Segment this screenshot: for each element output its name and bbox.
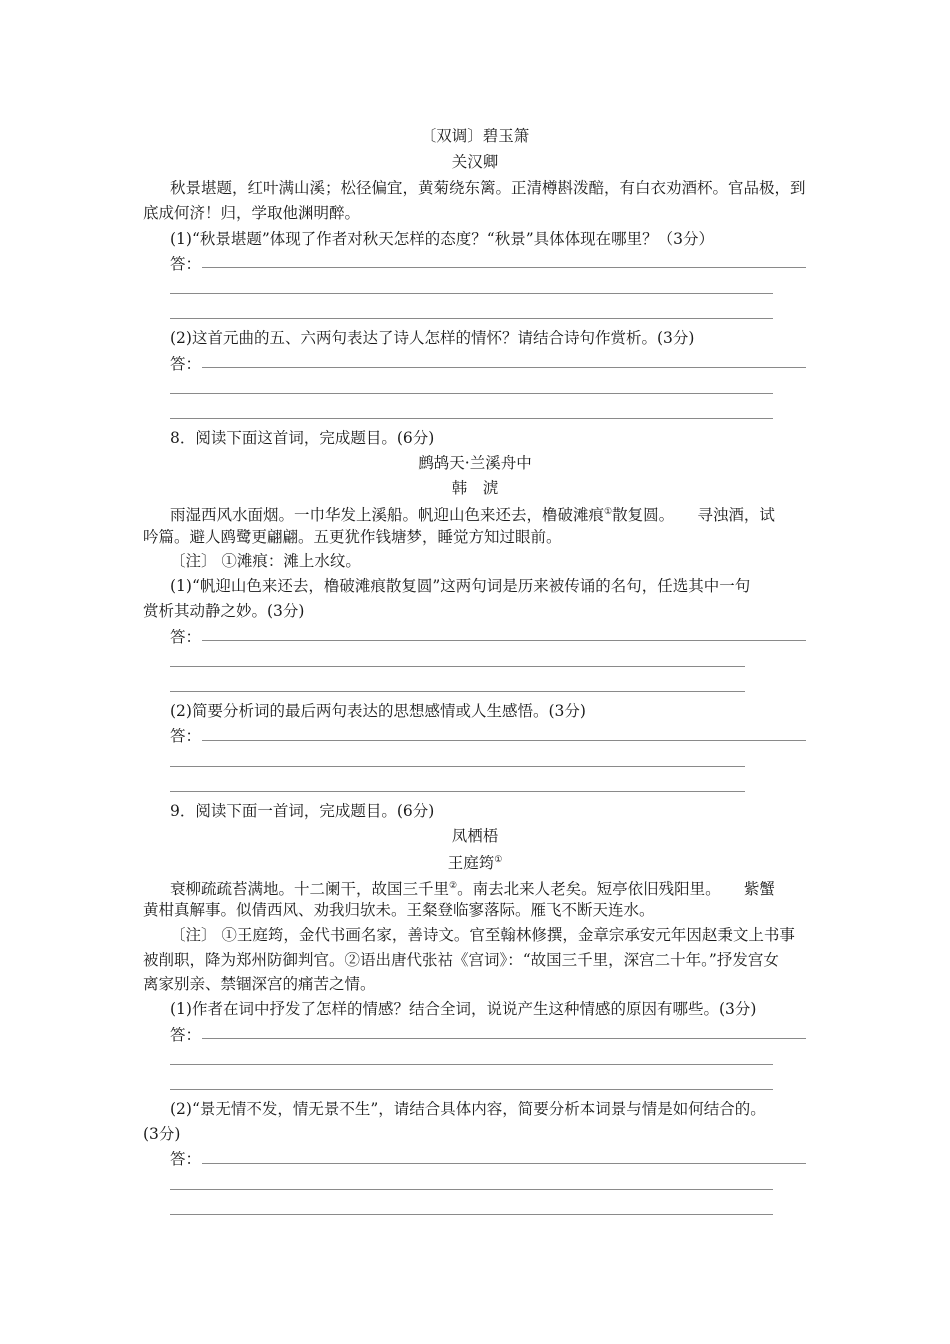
q9-note: 〔注〕 ①王庭筠，金代书画名家，善诗文。官至翰林修撰，金章宗承安元年因赵秉文上书事	[170, 926, 795, 944]
answer-line[interactable]	[202, 1163, 806, 1164]
q9-poem-line: 衰柳疏疏苔满地。十二阑干，故国三千里②。南去北来人老矣。短亭依旧残阳里。 紫蟹	[170, 880, 775, 898]
answer-line[interactable]	[170, 1089, 773, 1090]
answer-line[interactable]	[202, 1038, 806, 1039]
q8-stem: 8．阅读下面这首词，完成题目。(6分)	[170, 429, 435, 447]
answer-line[interactable]	[170, 318, 773, 319]
answer-line[interactable]	[170, 666, 745, 667]
q9-subquestion-2: (2)“景无情不发，情无景不生”，请结合具体内容，简要分析本词景与情是如何结合的。	[170, 1100, 766, 1118]
q7-subquestion-2: (2)这首元曲的五、六两句表达了诗人怎样的情怀？请结合诗句作赏析。(3分)	[170, 329, 695, 347]
q8-subquestion-2: (2)简要分析词的最后两句表达的思想感情或人生感悟。(3分)	[170, 702, 586, 720]
q8-poem-line: 雨湿西风水面烟。一巾华发上溪船。帆迎山色来还去，橹破滩痕①散复圆。 寻浊酒，试	[170, 506, 775, 524]
footnote-marker: ①	[494, 855, 503, 865]
answer-line[interactable]	[170, 1214, 773, 1215]
q8-subquestion-1: (1)“帆迎山色来还去，橹破滩痕散复圆”这两句词是历来被传诵的名句，任选其中一句	[170, 577, 751, 595]
footnote-marker: ②	[449, 881, 458, 891]
q9-poem-line: 黄柑真解事。似倩西风、劝我归欤未。王粲登临寥落际。雁飞不断天连水。	[143, 901, 655, 919]
q8-answer-label-1: 答：	[170, 628, 202, 646]
q7-poem-title: 〔双调〕碧玉箫	[420, 127, 530, 145]
q8-answer-label-2: 答：	[170, 727, 202, 745]
q9-note: 离家别亲、禁锢深宫的痛苦之情。	[143, 975, 376, 993]
answer-line[interactable]	[170, 766, 745, 767]
q7-subquestion-1: (1)“秋景堪题”体现了作者对秋天怎样的态度？“秋景”具体体现在哪里？（3分）	[170, 230, 715, 248]
answer-line[interactable]	[202, 367, 806, 368]
q7-answer-label-1: 答：	[170, 255, 202, 273]
answer-line[interactable]	[170, 1064, 773, 1065]
q8-poem-line: 吟篇。避人鸥鹭更翩翩。五更犹作钱塘梦，睡觉方知过眼前。	[143, 528, 562, 546]
q7-poem-line: 底成何济！归，学取他渊明醉。	[143, 204, 361, 222]
answer-line[interactable]	[170, 293, 773, 294]
q8-poem-author: 韩 淲	[451, 479, 499, 497]
q8-poem-title: 鹧鸪天·兰溪舟中	[418, 454, 532, 472]
q8-subquestion-1-cont: 赏析其动静之妙。(3分)	[143, 602, 305, 620]
answer-line[interactable]	[202, 640, 806, 641]
answer-line[interactable]	[170, 691, 745, 692]
q7-answer-label-2: 答：	[170, 355, 202, 373]
answer-line[interactable]	[202, 740, 806, 741]
q9-answer-label-1: 答：	[170, 1026, 202, 1044]
q9-note: 被削职，降为郑州防御判官。②语出唐代张祜《宫词》：“故国三千里，深宫二十年。”抒发宫女	[143, 951, 779, 969]
q9-subquestion-2-cont: (3分)	[143, 1125, 181, 1143]
q9-subquestion-1: (1)作者在词中抒发了怎样的情感？结合全词，说说产生这种情感的原因有哪些。(3分)	[170, 1000, 757, 1018]
q9-stem: 9．阅读下面一首词，完成题目。(6分)	[170, 802, 435, 820]
answer-line[interactable]	[202, 267, 806, 268]
q7-poem-author: 关汉卿	[451, 153, 499, 171]
q9-poem-title: 凤栖梧	[451, 827, 499, 845]
q8-note: 〔注〕 ①滩痕：滩上水纹。	[170, 552, 361, 570]
answer-line[interactable]	[170, 418, 773, 419]
answer-line[interactable]	[170, 791, 745, 792]
answer-line[interactable]	[170, 1189, 773, 1190]
footnote-marker: ①	[604, 507, 613, 517]
answer-line[interactable]	[170, 393, 773, 394]
q9-poem-author: 王庭筠①	[447, 854, 503, 872]
q9-answer-label-2: 答：	[170, 1150, 202, 1168]
q7-poem-line: 秋景堪题，红叶满山溪；松径偏宜，黄菊绕东篱。正清樽斟泼醅，有白衣劝酒杯。官品极，到	[170, 179, 806, 197]
